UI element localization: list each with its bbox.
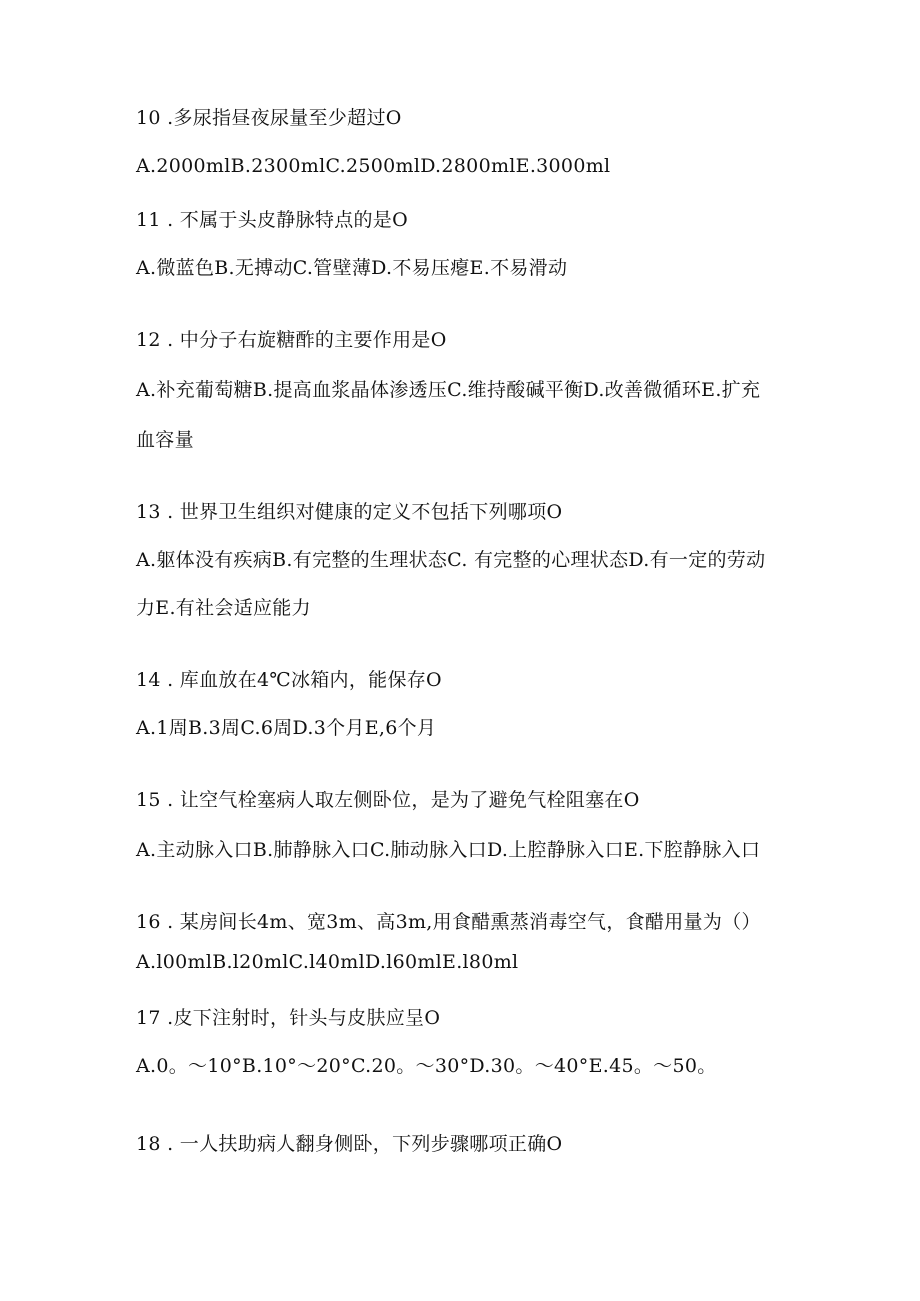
- question-12: 12 . 中分子右旋糖酢的主要作用是O: [136, 329, 447, 351]
- question-10: 10 .多尿指昼夜尿量至少超过O: [136, 107, 402, 129]
- options-17: A.0。～10°B.10°～20°C.20。～30°D.30。～40°E.45。～50。: [136, 1055, 717, 1077]
- options-16: A.l00mlB.l20mlC.l40mlD.l60mlE.l80ml: [136, 951, 519, 973]
- options-13: A.躯体没有疾病B.有完整的生理状态C. 有完整的心理状态D.有一定的劳动: [136, 549, 766, 571]
- question-15: 15 . 让空气栓塞病人取左侧卧位，是为了避免气栓阻塞在O: [136, 789, 640, 811]
- options-12-cont: 血容量: [136, 429, 194, 451]
- options-15: A.主动脉入口B.肺静脉入口C.肺动脉入口D.上腔静脉入口E.下腔静脉入口: [136, 839, 761, 861]
- options-13-cont: 力E.有社会适应能力: [136, 597, 311, 619]
- question-16: 16 . 某房间长4m、宽3m、高3m,用食醋熏蒸消毒空气，食醋用量为（）: [136, 911, 761, 933]
- question-17: 17 .皮下注射时，针头与皮肤应呈O: [136, 1007, 441, 1029]
- options-14: A.1周B.3周C.6周D.3个月E,6个月: [136, 717, 437, 739]
- options-11: A.微蓝色B.无搏动C.管壁薄D.不易压瘪E.不易滑动: [136, 257, 568, 279]
- options-12: A.补充葡萄糖B.提高血浆晶体渗透压C.维持酸碱平衡D.改善微循环E.扩充: [136, 379, 761, 401]
- options-10: A.2000mlB.2300mlC.2500mlD.2800mlE.3000ml: [136, 155, 611, 177]
- question-18: 18 . 一人扶助病人翻身侧卧，下列步骤哪项正确O: [136, 1133, 563, 1155]
- question-14: 14 . 库血放在4℃冰箱内，能保存O: [136, 669, 442, 691]
- question-11: 11 . 不属于头皮静脉特点的是O: [136, 209, 408, 231]
- question-13: 13 . 世界卫生组织对健康的定义不包括下列哪项O: [136, 501, 563, 523]
